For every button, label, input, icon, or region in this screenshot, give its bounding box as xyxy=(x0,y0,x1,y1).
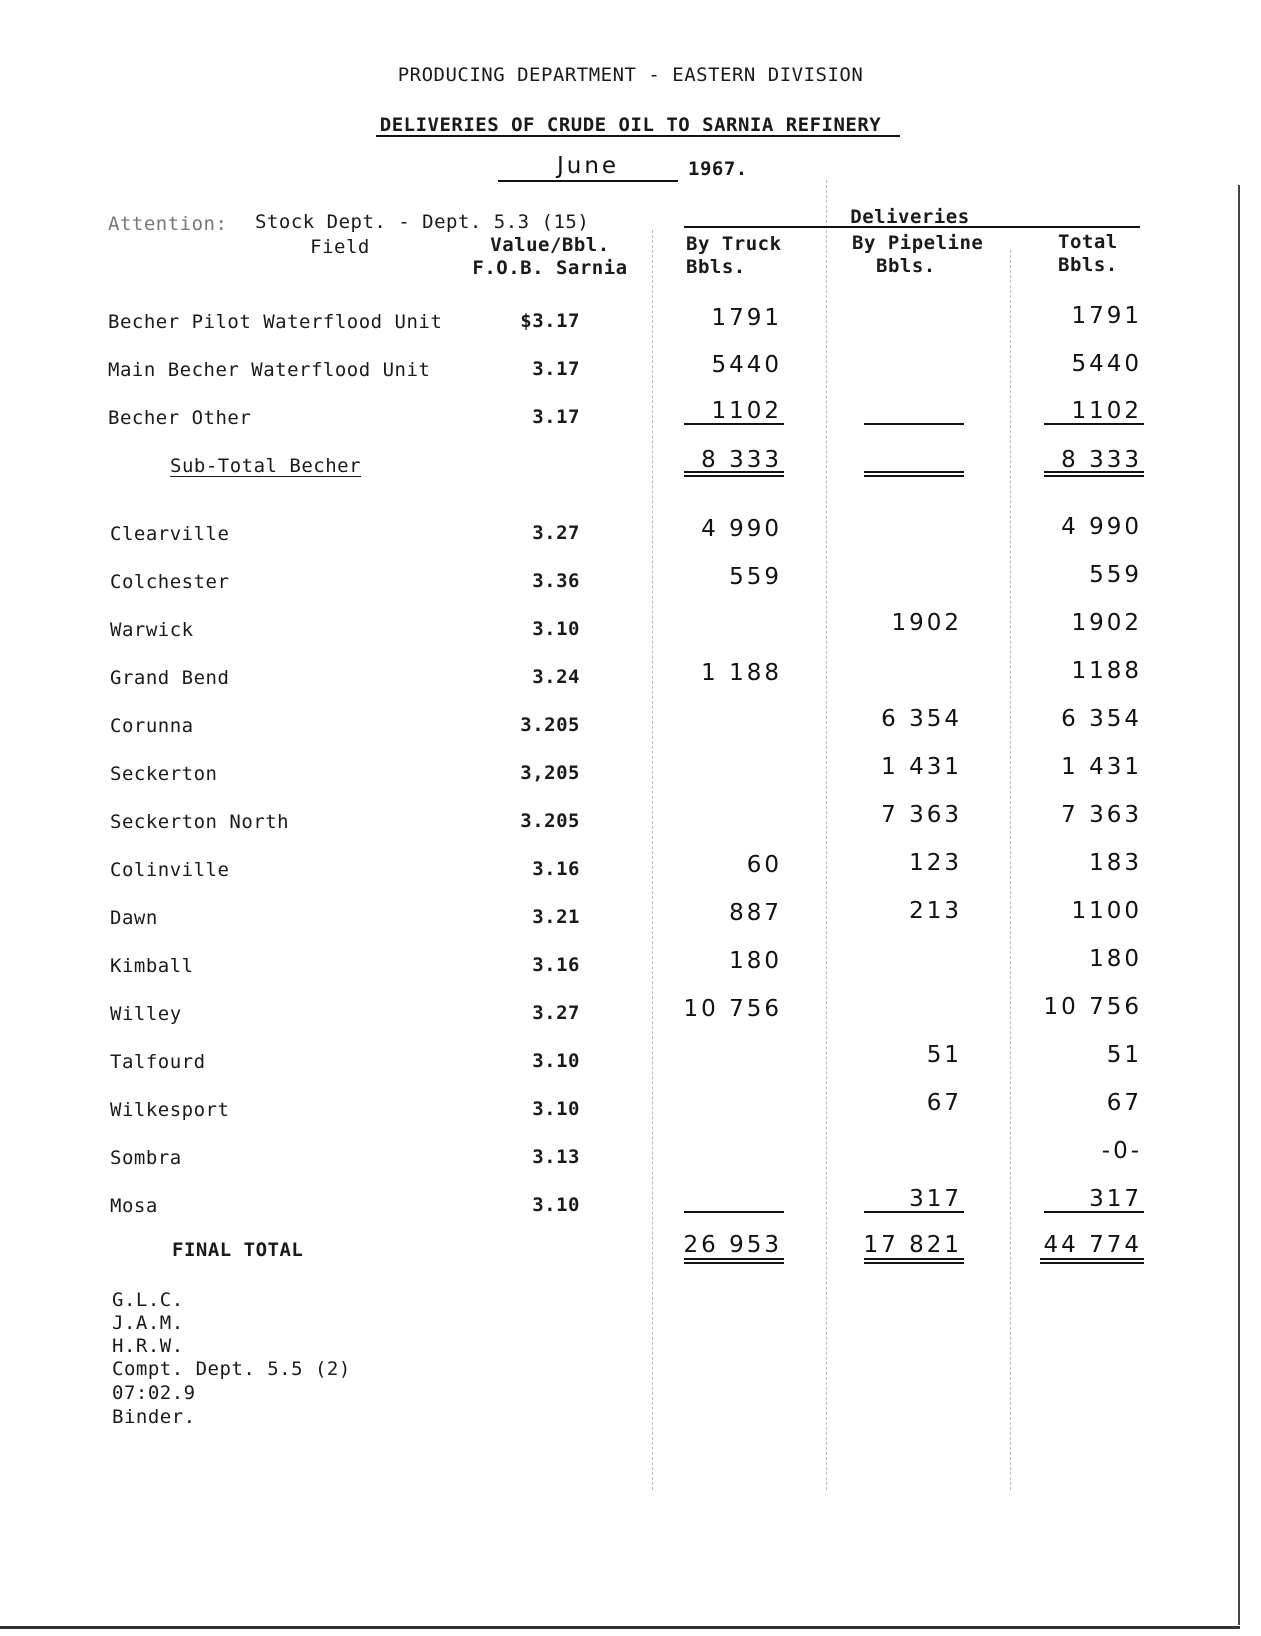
header-title-underline xyxy=(376,135,900,137)
final-pipeline-total: 17 821 xyxy=(863,1232,962,1258)
value-per-barrel: 3.10 xyxy=(532,1194,580,1216)
value-per-barrel: 3.16 xyxy=(532,858,580,880)
pipeline-subtotal-double-rule xyxy=(864,471,964,473)
truck-final-rule xyxy=(684,1211,784,1213)
total-barrels: 51 xyxy=(1106,1042,1142,1068)
pipeline-barrels: 1902 xyxy=(891,610,962,636)
value-per-barrel: 3.10 xyxy=(532,618,580,640)
deliveries-header: Deliveries xyxy=(850,206,970,228)
field-name: Warwick xyxy=(110,619,194,641)
pipeline-final-double-rule xyxy=(864,1258,964,1260)
pipeline-barrels: 213 xyxy=(909,898,962,924)
total-column-header-1: Total xyxy=(1058,231,1118,253)
truck-barrels: 887 xyxy=(729,900,782,926)
pipeline-barrels: 123 xyxy=(909,850,962,876)
value-per-barrel: 3.10 xyxy=(532,1098,580,1120)
truck-barrels: 180 xyxy=(729,948,782,974)
value-per-barrel: 3.27 xyxy=(532,1002,580,1024)
value-per-barrel: 3.24 xyxy=(532,666,580,688)
pipeline-subtotal-double-rule xyxy=(864,475,964,477)
distribution-entry: 07:02.9 xyxy=(112,1382,196,1404)
total-barrels: 183 xyxy=(1089,850,1142,876)
field-name: Dawn xyxy=(110,907,158,929)
value-per-barrel: 3.13 xyxy=(532,1146,580,1168)
total-barrels: 5440 xyxy=(1071,351,1142,377)
column-guide xyxy=(826,180,827,1490)
distribution-entry: H.R.W. xyxy=(112,1335,184,1357)
distribution-entry: Binder. xyxy=(112,1406,196,1428)
truck-subtotal-rule xyxy=(684,423,784,425)
field-name: Corunna xyxy=(110,715,194,737)
subtotal-truck: 8 333 xyxy=(701,447,782,473)
total-barrels: 1 431 xyxy=(1061,754,1142,780)
pipeline-subtotal-rule xyxy=(864,423,964,425)
month-underline xyxy=(498,180,678,182)
field-name: Sombra xyxy=(110,1147,182,1169)
truck-barrels: 1791 xyxy=(711,305,782,331)
total-final-double-rule xyxy=(1040,1258,1144,1260)
field-name: Becher Other xyxy=(108,407,252,429)
value-column-header-2: F.O.B. Sarnia xyxy=(472,257,628,279)
pipeline-barrels: 317 xyxy=(909,1186,962,1212)
truck-barrels: 4 990 xyxy=(701,516,782,542)
value-column-header-1: Value/Bbl. xyxy=(490,234,610,256)
final-truck-total: 26 953 xyxy=(683,1232,782,1258)
total-barrels: 10 756 xyxy=(1043,994,1142,1020)
pipeline-barrels: 6 354 xyxy=(881,706,962,732)
pipeline-column-header-1: By Pipeline xyxy=(852,232,984,254)
page-edge-right xyxy=(1238,185,1240,1625)
report-month: June xyxy=(556,153,620,179)
header-department: PRODUCING DEPARTMENT - EASTERN DIVISION xyxy=(397,64,864,86)
total-final-rule xyxy=(1044,1211,1144,1213)
truck-final-double-rule xyxy=(684,1262,784,1264)
truck-barrels: 5440 xyxy=(711,352,782,378)
pipeline-barrels: 1 431 xyxy=(881,754,962,780)
total-barrels: 1791 xyxy=(1071,303,1142,329)
subtotal-total: 8 333 xyxy=(1061,447,1142,473)
field-name: Colinville xyxy=(110,859,230,881)
field-name: Kimball xyxy=(110,955,194,977)
total-barrels: 1902 xyxy=(1071,610,1142,636)
total-subtotal-double-rule xyxy=(1044,475,1144,477)
field-name: Becher Pilot Waterflood Unit xyxy=(108,311,443,333)
total-barrels: -0- xyxy=(1101,1138,1142,1164)
value-per-barrel: 3.17 xyxy=(532,358,580,380)
total-barrels: 67 xyxy=(1106,1090,1142,1116)
total-barrels: 559 xyxy=(1089,562,1142,588)
total-subtotal-double-rule xyxy=(1044,471,1144,473)
truck-barrels: 559 xyxy=(729,564,782,590)
value-per-barrel: 3.21 xyxy=(532,906,580,928)
total-barrels: 1188 xyxy=(1071,658,1142,684)
total-barrels: 6 354 xyxy=(1061,706,1142,732)
total-column-header-2: Bbls. xyxy=(1058,254,1118,276)
attention-label: Attention: xyxy=(108,213,228,235)
field-name: Talfourd xyxy=(110,1051,206,1073)
total-barrels: 180 xyxy=(1089,946,1142,972)
truck-barrels: 60 xyxy=(746,852,782,878)
final-total-label: FINAL TOTAL xyxy=(172,1239,304,1261)
value-per-barrel: 3.205 xyxy=(520,714,580,736)
field-column-header: Field xyxy=(310,236,370,258)
pipeline-final-double-rule xyxy=(864,1262,964,1264)
field-name: Willey xyxy=(110,1003,182,1025)
report-year: 1967. xyxy=(688,158,748,180)
total-final-double-rule xyxy=(1040,1262,1144,1264)
distribution-entry: Compt. Dept. 5.5 (2) xyxy=(112,1358,351,1380)
distribution-entry: J.A.M. xyxy=(112,1312,184,1334)
field-name: Main Becher Waterflood Unit xyxy=(108,359,431,381)
truck-barrels: 1 188 xyxy=(701,660,782,686)
value-per-barrel: 3,205 xyxy=(520,762,580,784)
total-barrels: 1102 xyxy=(1071,398,1142,424)
value-per-barrel: $3.17 xyxy=(520,310,580,332)
field-name: Colchester xyxy=(110,571,230,593)
subtotal-label: Sub-Total Becher xyxy=(170,455,362,477)
truck-column-header-1: By Truck xyxy=(686,233,782,255)
truck-subtotal-double-rule xyxy=(684,475,784,477)
value-per-barrel: 3.17 xyxy=(532,406,580,428)
pipeline-barrels: 51 xyxy=(926,1042,962,1068)
truck-barrels: 10 756 xyxy=(683,996,782,1022)
truck-barrels: 1102 xyxy=(711,398,782,424)
value-per-barrel: 3.10 xyxy=(532,1050,580,1072)
page-edge-bottom xyxy=(0,1626,1240,1629)
total-barrels: 4 990 xyxy=(1061,514,1142,540)
deliveries-header-rule xyxy=(684,226,1140,228)
total-barrels: 1100 xyxy=(1071,898,1142,924)
attention-value: Stock Dept. - Dept. 5.3 (15) xyxy=(255,211,590,233)
truck-subtotal-double-rule xyxy=(684,471,784,473)
column-guide xyxy=(1010,250,1011,1490)
pipeline-barrels: 7 363 xyxy=(881,802,962,828)
truck-column-header-2: Bbls. xyxy=(686,256,746,278)
value-per-barrel: 3.205 xyxy=(520,810,580,832)
column-guide xyxy=(652,230,653,1490)
total-barrels: 7 363 xyxy=(1061,802,1142,828)
total-barrels: 317 xyxy=(1089,1186,1142,1212)
pipeline-column-header-2: Bbls. xyxy=(876,255,936,277)
field-name: Wilkesport xyxy=(110,1099,230,1121)
field-name: Seckerton North xyxy=(110,811,290,833)
pipeline-final-rule xyxy=(864,1211,964,1213)
truck-final-double-rule xyxy=(684,1258,784,1260)
value-per-barrel: 3.27 xyxy=(532,522,580,544)
header-title: DELIVERIES OF CRUDE OIL TO SARNIA REFINERY xyxy=(379,114,882,136)
distribution-entry: G.L.C. xyxy=(112,1289,184,1311)
value-per-barrel: 3.16 xyxy=(532,954,580,976)
value-per-barrel: 3.36 xyxy=(532,570,580,592)
field-name: Mosa xyxy=(110,1195,158,1217)
field-name: Seckerton xyxy=(110,763,218,785)
total-subtotal-rule xyxy=(1044,423,1144,425)
field-name: Clearville xyxy=(110,523,230,545)
final-grand-total: 44 774 xyxy=(1043,1232,1142,1258)
field-name: Grand Bend xyxy=(110,667,230,689)
pipeline-barrels: 67 xyxy=(926,1090,962,1116)
